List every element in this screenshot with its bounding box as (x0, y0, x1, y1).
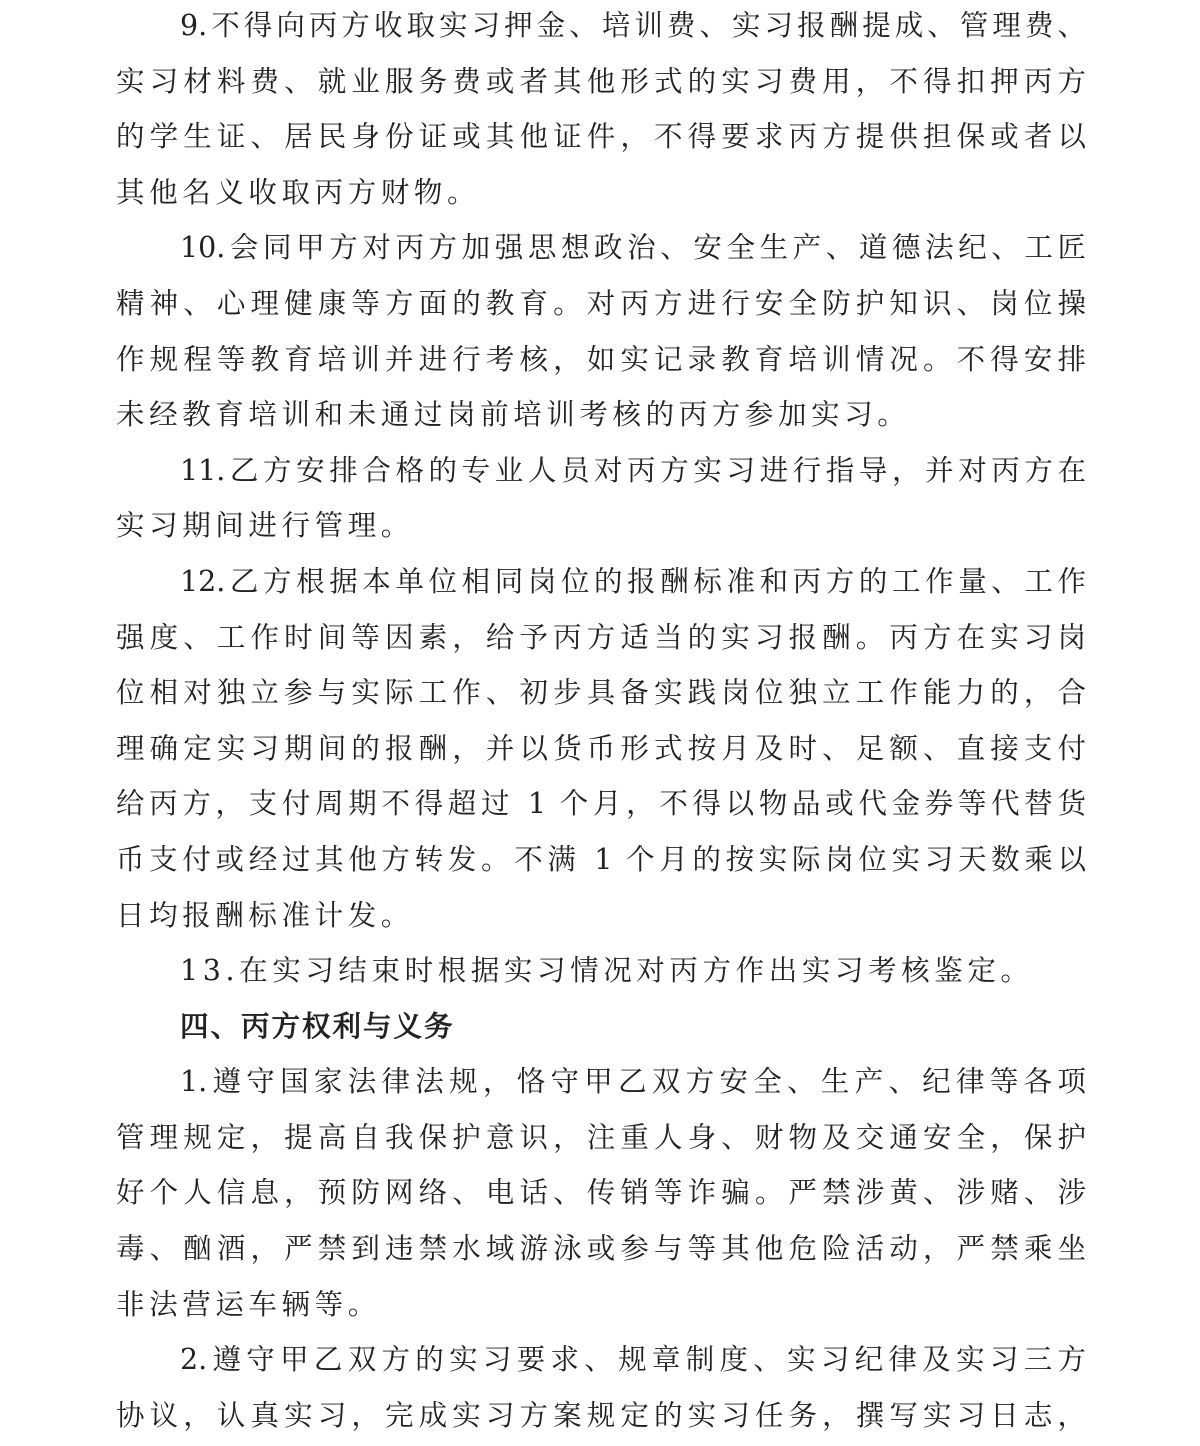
text-line: 10.会同甲方对丙方加强思想政治、安全生产、道德法纪、工匠 (180, 231, 1086, 265)
text-line: 非法营运车辆等。 (116, 1287, 381, 1321)
text-line: 实习期间进行管理。 (116, 509, 414, 543)
text-line: 未经教育培训和未通过岗前培训考核的丙方参加实习。 (116, 398, 911, 432)
text-line: 实习材料费、就业服务费或者其他形式的实习费用，不得扣押丙方 (116, 64, 1086, 98)
text-line: 13.在实习结束时根据实习情况对丙方作出实习考核鉴定。 (180, 954, 1034, 988)
text-line: 理确定实习期间的报酬，并以货币形式按月及时、足额、直接支付 (116, 731, 1086, 765)
text-line: 精神、心理健康等方面的教育。对丙方进行安全防护知识、岗位操 (116, 286, 1086, 320)
text-line: 好个人信息，预防网络、电话、传销等诈骗。严禁涉黄、涉赌、涉 (116, 1176, 1086, 1210)
text-line: 日均报酬标准计发。 (116, 898, 414, 932)
document-body (116, 0, 1086, 1443)
section-heading: 四、丙方权利与义务 (180, 1009, 455, 1043)
text-line: 位相对独立参与实际工作、初步具备实践岗位独立工作能力的，合 (116, 676, 1086, 710)
text-line: 1.遵守国家法律法规，恪守甲乙双方安全、生产、纪律等各项 (180, 1065, 1086, 1099)
text-line: 其他名义收取丙方财物。 (116, 175, 481, 209)
text-line: 11.乙方安排合格的专业人员对丙方实习进行指导，并对丙方在 (180, 453, 1086, 487)
text-line: 给丙方，支付周期不得超过 1 个月，不得以物品或代金券等代替货 (116, 787, 1086, 821)
text-line: 2.遵守甲乙双方的实习要求、规章制度、实习纪律及实习三方 (180, 1343, 1086, 1377)
text-line: 9.不得向丙方收取实习押金、培训费、实习报酬提成、管理费、 (180, 9, 1086, 42)
text-line: 强度、工作时间等因素，给予丙方适当的实习报酬。丙方在实习岗 (116, 620, 1086, 654)
text-line: 作规程等教育培训并进行考核，如实记录教育培训情况。不得安排 (116, 342, 1086, 376)
text-line: 币支付或经过其他方转发。不满 1 个月的按实际岗位实习天数乘以 (116, 842, 1086, 876)
text-line: 毒、酗酒，严禁到违禁水域游泳或参与等其他危险活动，严禁乘坐 (116, 1232, 1086, 1266)
text-line: 的学生证、居民身份证或其他证件，不得要求丙方提供担保或者以 (116, 120, 1086, 154)
text-line: 12.乙方根据本单位相同岗位的报酬标准和丙方的工作量、工作 (180, 564, 1086, 598)
text-line: 协议，认真实习，完成实习方案规定的实习任务，撰写实习日志， (116, 1398, 1086, 1432)
text-line: 管理规定，提高自我保护意识，注重人身、财物及交通安全，保护 (116, 1120, 1086, 1154)
